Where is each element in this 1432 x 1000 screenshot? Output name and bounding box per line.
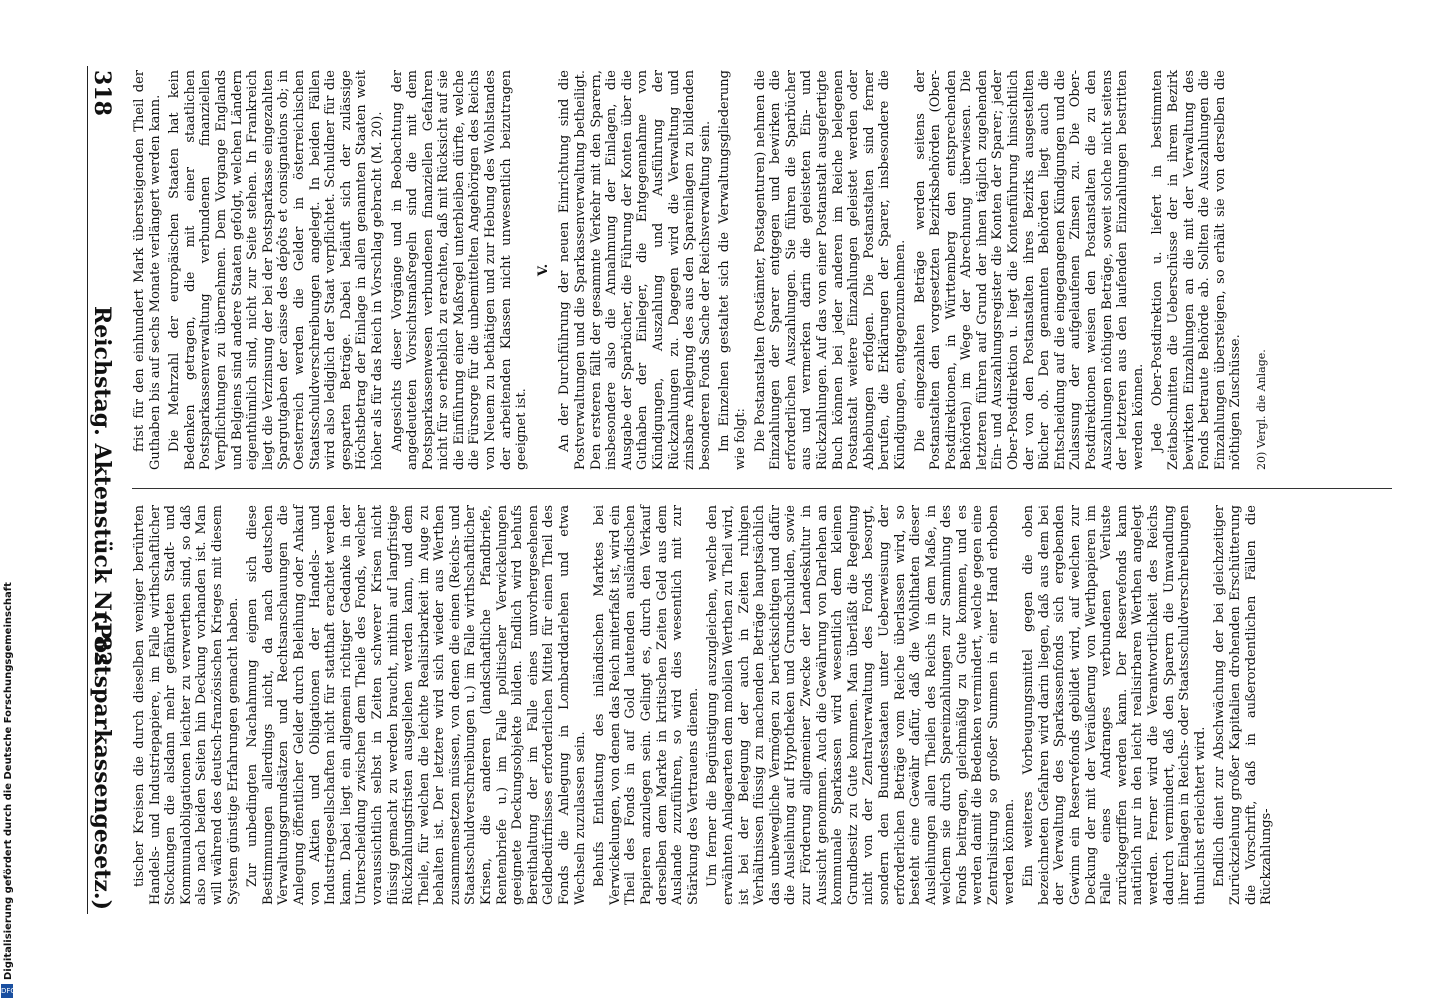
paragraph: Die Postanstalten (Postämter, Postagenturen) nehmen die Einzahlungen der Sparer entgegen und bewirken die erforderlichen Auszahlungen. Sie führen die Sparbücher aus und vermerken darin die geleisteten Ein- und Rückzahlungen. Auf das von einer Postanstalt ausgefertigte Buch können bei jeder anderen im Reiche belegenen Postanstalt weitere Einzahlungen geleistet werden oder Abhebungen erfolgen. Die Postanstalten sind ferner berufen, die Erklärungen der Sparer, insbesondere die Kündigungen, entgegenzunehmen. [752,70,908,470]
text-column-right [132,70,1377,470]
paragraph: Jede Ober-Postdirektion u. liefert in bestimmten Zeitabschnitten die Ueberschüsse der in ihrem Bezirk bewirkten Einzahlungen an die mit der Verwaltung des Fonds betraute Behörde ab. Sollten die Auszahlungen die Einzahlungen übersteigen, so erhält sie von derselben die nöthigen Zuschüsse. [1150,70,1244,470]
dfg-logo-icon: DFG [1,984,13,998]
text-column-left [132,505,1377,905]
column-divider [132,488,1392,489]
header-rule [87,66,88,914]
page-subtitle: (Postsparkassengesetz.) [89,612,115,910]
paragraph: Um ferner die Begünstigung auszugleichen, welche den erwähnten Anlagearten dem mobilen Werthen zu Theil wird, ist bei der Belegung der auch in Zeiten ruhigen Verhältnissen flüssig zu machenden Beträge hauptsächlich das unbewegliche Vermögen zu berücksichtigen und dafür die Ausleihung auf Hypotheken und Grundschulden, sowie zur Förderung allgemeiner Zwecke der Landeskultur in Aussicht genommen. Auch die Gewährung von Darlehen an kommunale Sparkassen wird wesentlich dem kleinen Grundbesitz zu Gute kommen. Man überläßt die Regelung nicht von der Zentralverwaltung des Fonds besorgt, sondern den Bundesstaaten unter Ueberweisung der erforderlichen Beträge vom Reiche überlassen wird, so besteht eine Gewähr dafür, daß die Wohlthaten dieser Ausleihungen allen Theilen des Reichs in dem Maße, in welchem sie durch Spareinzahlungen zur Sammlung des Fonds beitragen, gleichmäßig zu Gute kommen, und es werden damit die Bedenken vermindert, welche gegen eine Zentralisirung so großer Summen in einer Hand erhoben werden können. [705,505,1017,905]
paragraph: Ein weiteres Vorbeugungsmittel gegen die oben bezeichneten Gefahren wird darin liegen, daß aus dem bei der Verwaltung des Sparkassenfonds sich ergebenden Gewinn ein Reservefonds gebildet wird, auf welchen zur Deckung der mit der Veräußerung von Werthpapieren im Falle eines Andranges verbundenen Verluste zurückgegriffen werden kann. Der Reservefonds kann natürlich nur in den leicht realisirbaren Werthen angelegt werden. Ferner wird die Verantwortlichkeit des Reichs dadurch vermindert, daß den Sparern die Umwandlung ihrer Einlagen in Reichs- oder Staatsschuldverschreibungen thunlichst erleichtert wird. [1021,505,1208,905]
paragraph: Im Einzelnen gestaltet sich die Verwaltungsgliederung wie folgt: [717,70,748,470]
footnote: 20) Vergl. die Anlage. [1254,349,1268,470]
page-title: Reichstag. Aktenstück Nr. 82. [89,305,115,675]
paragraph: frist für den einhundert Mark übersteigenden Theil der Guthaben bis auf sechs Monate verlängert werden kann. [132,70,163,470]
paragraph: Behufs Entlastung des inländischen Marktes bei Verwickelungen, von denen das Reich miterfaßt ist, wird ein Theil des Fonds in auf Gold lautenden ausländischen Papieren anzulegen sein. Gelingt es, durch den Verkauf derselben dem Markte in kritischen Zeiten Geld aus dem Auslande zuzuführen, so wird dies wesentlich mit zur Stärkung des Vertrauens dienen. [592,505,701,905]
section-heading: V. [535,263,551,277]
digitization-note: Digitalisierung gefördert durch die Deutsche Forschungsgemeinschaft [3,582,14,980]
page-header [82,70,122,910]
paragraph: Die eingezahlten Beträge werden seitens der Postanstalten den vorgesetzten Bezirksbehörden (Ober-Postdirektionen, in Württemberg den entsprechenden Behörden) im Wege der Abrechnung überwiesen. Die letzteren führen auf Grund der ihnen täglich zugehenden Ein- und Auszahlungsregister die Konten der Sparer; jeder Ober-Postdirektion u. liegt die Kontenführung hinsichtlich der von den Postanstalten ihres Bezirks ausgestellten Bücher ob. Den genannten Behörden liegt auch die Entscheidung auf die eingegangenen Kündigungen und die Zulassung der aufgelaufenen Zinsen zu. Die Ober-Postdirektionen weisen den Postanstalten die zu den Auszahlungen nöthigen Beträge, soweit solche nicht seitens der letzteren aus den laufenden Einzahlungen bestritten werden können. [912,70,1146,470]
digitization-strip [0,0,14,1000]
paragraph: tischer Kreisen die durch dieselben weniger berührten Handels- und Industriepapiere, im Falle wirthschaftlicher Stockungen die alsdann mehr gefährdeten Stadt- und Kommunalobligationen leichter zu verwerthen sind, so daß also nach beiden Seiten hin Deckung vorhanden ist. Man will während des deutsch-französischen Krieges mit diesem System günstige Erfahrungen gemacht haben. [132,505,241,905]
paragraph: An der Durchführung der neuen Einrichtung sind die Postverwaltungen und die Sparkassenverwaltung betheiligt. Den ersteren fällt der gesammte Verkehr mit den Sparern, insbesondere also die Annahmung der Einlagen, die Ausgabe der Sparbücher, die Führung der Konten über die Guthaben der Einleger, die Entgegennahme von Kündigungen, Auszahlung und Ausführung der Rückzahlungen zu. Dagegen wird die Verwaltung und zinsbare Anlegung des aus den Spareinlagen zu bildenden besonderen Fonds Sache der Reichsverwaltung sein. [557,70,713,470]
paragraph: Endlich dient zur Abschwächung der bei gleichzeitiger Zurückziehung großer Kapitalien drohenden Erschütterung die Vorschrift, daß in außerordentlichen Fällen die Rückzahlungs- [1212,505,1275,905]
paragraph: Die Mehrzahl der europäischen Staaten hat kein Bedenken getragen, die mit einer staatlichen Postsparkassenverwaltung verbundenen finanziellen Verpflichtungen zu übernehmen. Dem Vorgange Englands und Belgiens sind andere Staaten gefolgt, welchen Ländern eigenthümlich sind, nicht zur Seite stehen. In Frankreich liegt die Verzinsung der bei der Postsparkasse eingezahlten Spargutgaben der caisse des dépôts et consignations ob; in Oesterreich werden die Gelder in österreichischen Staatsschuldverschreibungen angelegt. In beiden Fällen wird also lediglich der Staat verpflichtet. Schuldner für die gesparten Beträge. Dabei beläuft sich der zulässige Höchstbetrag der Einlage in allen genannten Staaten weit höher als für das Reich in Vorschlag gebracht (M. 20). [167,70,385,470]
paragraph: Zur unbedingten Nachahmung eignen sich diese Bestimmungen allerdings nicht, da nach deutschen Verwaltungsgrundsätzen und Rechtsanschauungen die Anlegung öffentlicher Gelder durch Beleihung oder Ankauf von Aktien und Obligationen der Handels- und Industriegesellschaften nicht für statthaft erachtet werden kann. Dabei liegt ein allgemein richtiger Gedanke in der Unterscheidung zwischen dem Theile des Fonds, welcher voraussichtlich selbst in Zeiten schwerer Krisen nicht flüssig gemacht zu werden braucht, mithin auf langfristige Rückzahlungsfristen ausgeliehen werden kann, und dem Theile, für welchen die leichte Realisirbarkeit im Auge zu behalten ist. Der letztere wird sich wieder aus Werthen zusammensetzen müssen, von denen die einen (Reichs- und Staatsschuldverschreibungen u.) im Falle wirthschaftlicher Krisen, die anderen (landschaftliche Pfandbriefe, Rentenbriefe u.) im Falle politischer Verwickelungen geeignete Deckungsobjekte bilden. Endlich wird behufs Bereithaltung der im Falle eines unvorhergesehenen Geldbedürfnisses erforderlichen Mittel für einen Theil des Fonds die Anlegung in Lombarddarlehen und etwa Wechseln zuzulassen sein. [245,505,588,905]
paragraph: Angesichts dieser Vorgänge und in Beobachtung der angedeuteten Vorsichtsmaßregeln sind die mit dem Postsparkassenwesen verbundenen finanziellen Gefahren nicht für so erheblich zu erachten, daß mit Rücksicht auf sie die Einführung einer Maßregel unterbleiben dürfte, welche die Fürsorge für die unbemittelten Angehörigen des Reichs von Neuem zu bethätigen und zur Hebung des Wohlstandes der arbeitenden Klassen nicht unwesentlich beizutragen geeignet ist. [389,70,530,470]
page-number: 318 [89,70,115,116]
